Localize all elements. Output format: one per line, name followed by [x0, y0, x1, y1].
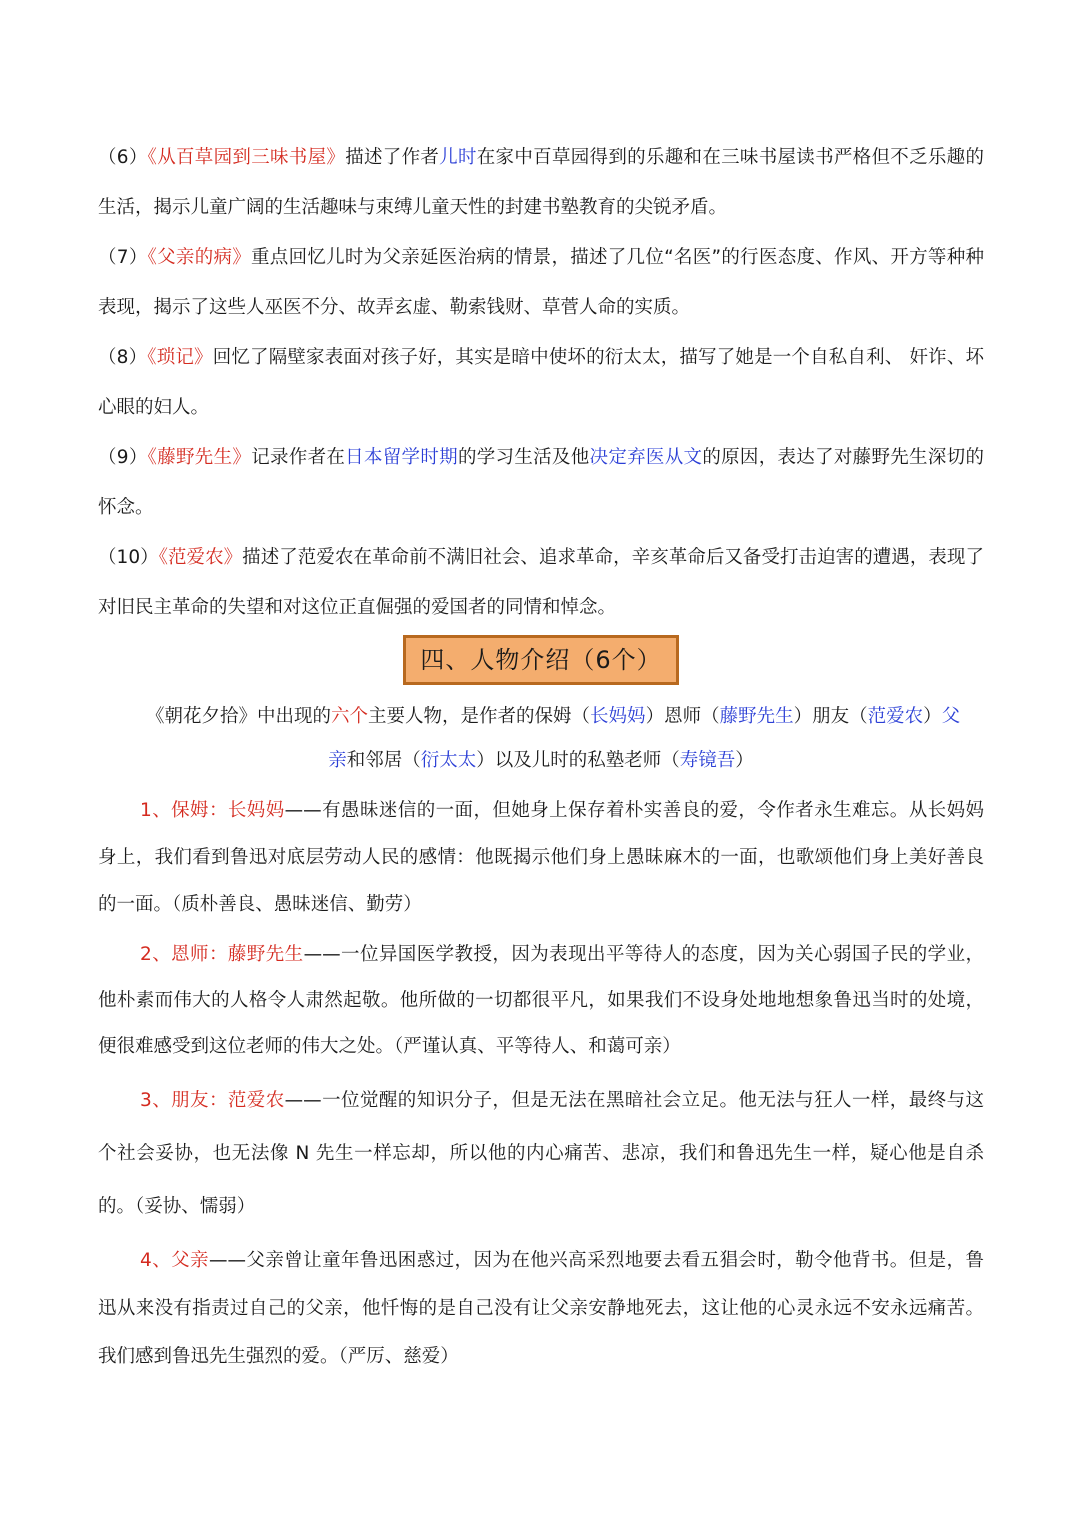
highlight-text: 决定弃医从文 [589, 447, 703, 468]
essay-title: 《父亲的病》 [147, 247, 252, 268]
character-name: 父 [941, 706, 961, 727]
essay-title: 《从百草园到三味书屋》 [147, 147, 346, 168]
character-entry-nanny: 1、保姆：长妈妈——有愚昧迷信的一面，但她身上保存着朴实善良的爱，令作者永生难忘。从长妈妈身上，我们看到鲁迅对底层劳动人民的感情：他既揭示他们身上愚昧麻木的一面，也歌颂他们身上美好善良的一面。（质朴善良、愚昧迷信、勤劳） [98, 800, 984, 915]
character-name: 长妈妈 [590, 706, 646, 727]
character-label: 1、保姆：长妈妈 [140, 800, 285, 821]
character-entry-father: 4、父亲——父亲曾让童年鲁迅困惑过，因为在他兴高采烈地要去看五猖会时，勒令他背书。但是，鲁迅从来没有指责过自己的父亲，他忏悔的是自己没有让父亲安静地死去，这让他的心灵永远不安永远痛苦。我们感到鲁迅先生强烈的爱。（严厉、慈爱） [98, 1250, 984, 1367]
highlight-text: 日本留学时期 [345, 447, 458, 468]
essay-number: （7） [98, 247, 148, 268]
essay-number: （8） [98, 347, 148, 368]
essay-title: 《琐记》 [147, 347, 213, 368]
character-name: 衍太太 [420, 750, 477, 771]
section-heading: 四、人物介绍（6个） [403, 635, 678, 685]
highlight-text: 儿时 [439, 147, 477, 168]
highlight-count: 六个 [331, 706, 369, 727]
character-intro: 《朝花夕拾》中出现的六个主要人物，是作者的保姆（长妈妈）恩师（藤野先生）朋友（范爱农）父 [146, 706, 961, 727]
character-name: 寿镜吾 [679, 750, 736, 771]
essay-title: 《藤野先生》 [147, 447, 252, 468]
character-label: 2、恩师：藤野先生 [140, 944, 304, 965]
document-page [98, 133, 984, 1381]
character-label: 4、父亲 [140, 1250, 209, 1271]
character-name: 范爱农 [867, 706, 924, 727]
character-entry-teacher: 2、恩师：藤野先生——一位异国医学教授，因为表现出平等待人的态度，因为关心弱国子民的学业，他朴素而伟大的人格令人肃然起敬。他所做的一切都很平凡，如果我们不设身处地地想象鲁迅当时的处境，便很难感受到这位老师的伟大之处。（严谨认真、平等待人、和蔼可亲） [98, 944, 984, 1057]
section-heading-wrap [98, 635, 984, 695]
essay-summary-9: （9）《藤野先生》记录作者在日本留学时期的学习生活及他决定弃医从文的原因，表达了对藤野先生深切的怀念。 [98, 447, 984, 518]
character-name: 亲 [328, 750, 347, 771]
character-entry-friend: 3、朋友：范爱农——一位觉醒的知识分子，但是无法在黑暗社会立足。他无法与狂人一样，最终与这个社会妥协，也无法像 N 先生一样忘却，所以他的内心痛苦、悲凉，我们和鲁迅先生一样，疑心他是自杀的。（妥协、懦弱） [98, 1090, 984, 1217]
essay-summary-6: （6）《从百草园到三味书屋》描述了作者儿时在家中百草园得到的乐趣和在三味书屋读书严格但不乏乐趣的生活，揭示儿童广阔的生活趣味与束缚儿童天性的封建书塾教育的尖锐矛盾。 [98, 147, 984, 218]
essay-summary-7: （7）《父亲的病》重点回忆儿时为父亲延医治病的情景，描述了几位“名医”的行医态度、作风、开方等种种表现，揭示了这些人巫医不分、故弄玄虚、勒索钱财、草菅人命的实质。 [98, 247, 984, 318]
character-intro-continued: 亲和邻居（衍太太）以及儿时的私塾老师（寿镜吾） [328, 750, 754, 771]
essay-number: （10） [98, 547, 159, 568]
essay-summary-10: （10）《范爱农》描述了范爱农在革命前不满旧社会、追求革命，辛亥革命后又备受打击迫害的遭遇，表现了对旧民主革命的失望和对这位正直倔强的爱国者的同情和悼念。 [98, 547, 984, 618]
essay-number: （9） [98, 447, 148, 468]
essay-title: 《范爱农》 [158, 547, 243, 568]
character-name: 藤野先生 [719, 706, 794, 727]
character-label: 3、朋友：范爱农 [140, 1090, 285, 1111]
essay-number: （6） [98, 147, 148, 168]
essay-summary-8: （8）《琐记》回忆了隔壁家表面对孩子好，其实是暗中使坏的衍太太，描写了她是一个自私自利、 奸诈、坏心眼的妇人。 [98, 347, 984, 418]
